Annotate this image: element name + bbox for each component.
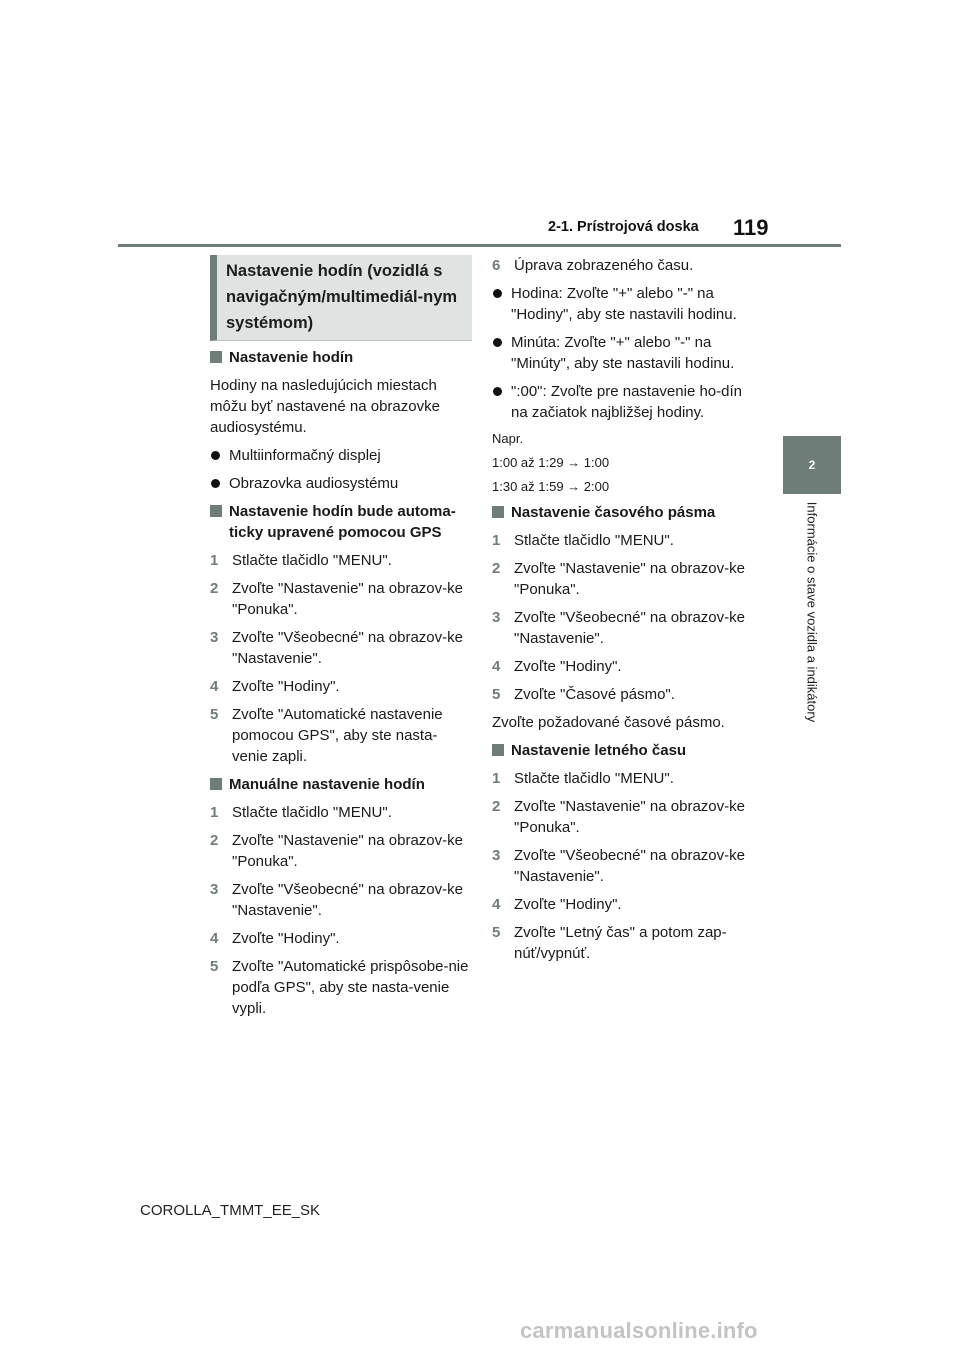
step-item [492, 684, 754, 705]
step-item [210, 802, 472, 823]
step-number: 6 [492, 257, 501, 274]
step-item [492, 922, 754, 964]
step-text: Zvoľte "Nastavenie" na obrazov-ke "Ponuka". [232, 832, 463, 870]
step-item [492, 530, 754, 551]
example-line: 1:00 až 1:29 → 1:00 [492, 455, 610, 470]
step-number: 1 [492, 532, 501, 549]
square-marker-icon [492, 506, 504, 518]
step-item [210, 928, 472, 949]
square-marker-icon [492, 744, 504, 756]
step-number: 3 [210, 629, 219, 646]
step-number: 4 [210, 930, 219, 947]
step-text: Zvoľte "Automatické nastavenie pomocou GPS", aby ste nasta-venie zapli. [232, 706, 443, 765]
step-item [492, 255, 754, 276]
step-text: Stlačte tlačidlo "MENU". [514, 532, 674, 549]
bullet-item: ":00": Zvoľte pre nastavenie ho-dín na začiatok najbližšej hodiny. [492, 381, 754, 423]
page-number: 119 [733, 215, 769, 240]
step-text: Zvoľte "Všeobecné" na obrazov-ke "Nastavenie". [514, 847, 745, 885]
example-line: 1:30 až 1:59 → 2:00 [492, 479, 610, 494]
step-item [492, 894, 754, 915]
step-number: 1 [210, 804, 219, 821]
step-number: 2 [492, 798, 501, 815]
bullet-dot-icon [493, 338, 502, 347]
step-text: Zvoľte "Letný čas" a potom zap-núť/vypnúť. [514, 924, 727, 962]
step-number: 1 [210, 552, 219, 569]
watermark[interactable]: carmanualsonline.info [520, 1318, 758, 1343]
step-item [210, 879, 472, 921]
step-text: Zvoľte "Časové pásmo". [514, 686, 675, 703]
step-item [210, 550, 472, 571]
example-label: Napr. [492, 431, 524, 446]
section-header: 2-1. Prístrojová doska [548, 219, 699, 235]
chapter-number: 2 [808, 458, 816, 472]
step-text: Zvoľte "Hodiny". [514, 658, 622, 675]
step-text: Stlačte tlačidlo "MENU". [232, 804, 392, 821]
square-marker-icon [210, 505, 222, 517]
step-number: 5 [492, 924, 501, 941]
step-text: Zvoľte "Nastavenie" na obrazov-ke "Ponuka". [514, 560, 745, 598]
step-text: Zvoľte "Nastavenie" na obrazov-ke "Ponuka". [232, 580, 463, 618]
step-text: Zvoľte "Všeobecné" na obrazov-ke "Nastavenie". [232, 629, 463, 667]
bullet-item: Obrazovka audiosystému [210, 473, 472, 494]
step-text: Stlačte tlačidlo "MENU". [514, 770, 674, 787]
step-text: Zvoľte "Nastavenie" na obrazov-ke "Ponuka". [514, 798, 745, 836]
bullet-dot-icon [493, 387, 502, 396]
step-number: 2 [210, 832, 219, 849]
step-text: Zvoľte "Hodiny". [232, 678, 340, 695]
step-number: 4 [492, 896, 501, 913]
left-column [210, 255, 472, 1026]
step-number: 3 [210, 881, 219, 898]
step-number: 5 [210, 958, 219, 975]
step-number: 2 [210, 580, 219, 597]
bullet-dot-icon [493, 289, 502, 298]
step-item [210, 578, 472, 620]
step-text: Zvoľte "Všeobecné" na obrazov-ke "Nastavenie". [232, 881, 463, 919]
bullet-dot-icon [211, 479, 220, 488]
subheading: Manuálne nastavenie hodín [210, 774, 472, 795]
step-item [210, 676, 472, 697]
step-item [492, 607, 754, 649]
step-number: 3 [492, 847, 501, 864]
step-number: 4 [210, 678, 219, 695]
bullet-dot-icon [211, 451, 220, 460]
paragraph: Hodiny na nasledujúcich miestach môžu byť nastavené na obrazovke audiosystému. [210, 377, 440, 436]
section-title: Nastavenie hodín (vozidlá s navigačným/multimediál-nym systémom) [210, 255, 472, 341]
right-column [492, 255, 754, 971]
bullet-item: Multiinformačný displej [210, 445, 472, 466]
step-item [492, 845, 754, 887]
step-text: Úprava zobrazeného času. [514, 257, 694, 274]
step-item [492, 796, 754, 838]
step-text: Stlačte tlačidlo "MENU". [232, 552, 392, 569]
step-number: 5 [492, 686, 501, 703]
bullet-item: Minúta: Zvoľte "+" alebo "-" na "Minúty", aby ste nastavili hodinu. [492, 332, 754, 374]
step-number: 3 [492, 609, 501, 626]
step-item [492, 558, 754, 600]
chapter-title-vertical: Informácie o stave vozidla a indikátory [804, 501, 820, 723]
paragraph: Zvoľte požadované časové pásmo. [492, 714, 725, 731]
step-number: 2 [492, 560, 501, 577]
square-marker-icon [210, 778, 222, 790]
subheading: Nastavenie časového pásma [492, 502, 754, 523]
step-text: Zvoľte "Všeobecné" na obrazov-ke "Nastavenie". [514, 609, 745, 647]
chapter-tab[interactable] [783, 436, 841, 494]
step-item [210, 627, 472, 669]
bullet-item: Hodina: Zvoľte "+" alebo "-" na "Hodiny", aby ste nastavili hodinu. [492, 283, 754, 325]
subheading: Nastavenie hodín [210, 347, 472, 368]
step-number: 4 [492, 658, 501, 675]
step-number: 1 [492, 770, 501, 787]
step-item [210, 830, 472, 872]
step-item [492, 768, 754, 789]
step-text: Zvoľte "Automatické prispôsobe-nie podľa GPS", aby ste nasta-venie vypli. [232, 958, 469, 1017]
step-item [210, 956, 472, 1019]
step-number: 5 [210, 706, 219, 723]
square-marker-icon [210, 351, 222, 363]
subheading: Nastavenie letného času [492, 740, 754, 761]
subheading: Nastavenie hodín bude automa-ticky upravené pomocou GPS [210, 501, 472, 543]
step-text: Zvoľte "Hodiny". [514, 896, 622, 913]
step-text: Zvoľte "Hodiny". [232, 930, 340, 947]
step-item [492, 656, 754, 677]
step-item [210, 704, 472, 767]
header-divider [118, 244, 841, 247]
document-code: COROLLA_TMMT_EE_SK [140, 1202, 321, 1219]
